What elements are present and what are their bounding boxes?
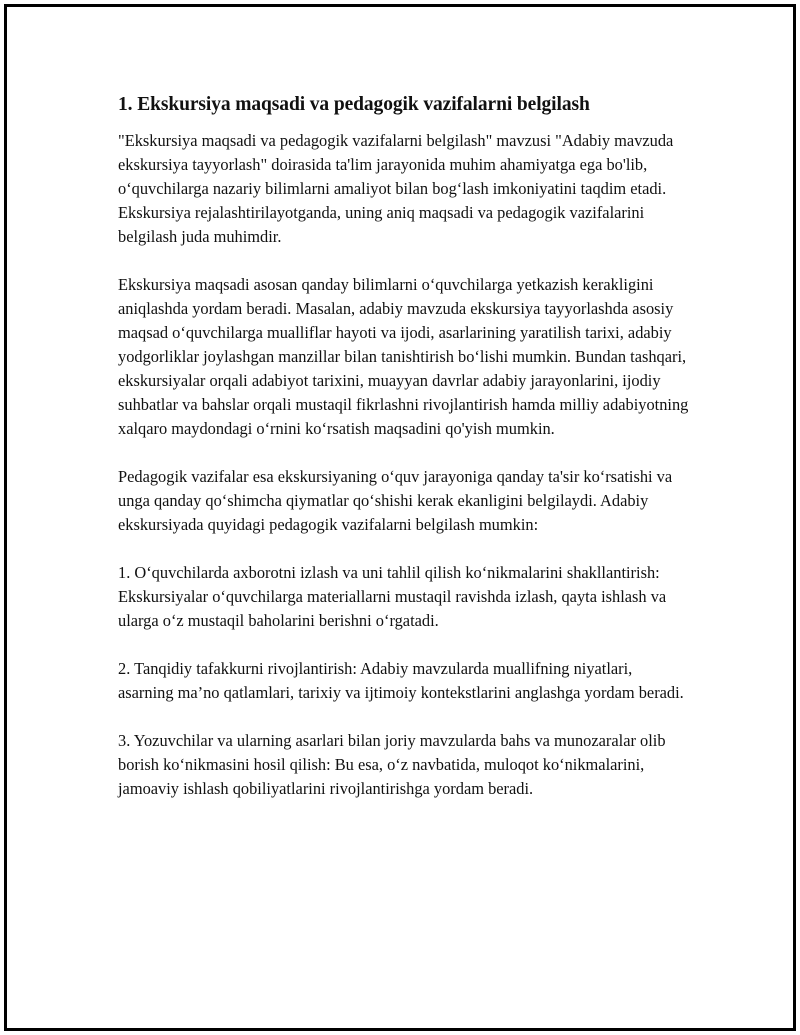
task-item-3: 3. Yozuvchilar va ularning asarlari bilan joriy mavzularda bahs va munozaralar olib borish ko‘nikmasini hosil qilish: Bu esa, o‘z navbatida, muloqot ko‘nikmalarini, jamoaviy ishlash qobiliyatlarini rivojlantirishga yordam beradi.	[118, 731, 666, 798]
goal-paragraph: Ekskursiya maqsadi asosan qanday bilimlarni o‘quvchilarga yetkazish kerakligini aniqlashda yordam beradi. Masalan, adabiy mavzuda ekskursiya tayyorlashda asosiy maqsad o‘quvchilarga mualliflar hayoti va ijodi, asarlarining yaratilish tarixi, adabiy yodgorliklar joylashgan manzillar bilan tanishtirish bo‘lishi mumkin. Bundan tashqari, ekskursiyalar orqali adabiyot tarixini, muayyan davrlar adabiy jarayonlarini, ijodiy suhbatlar va bahslar orqali mustaqil fikrlashni rivojlantirish hamda milliy adabiyotning xalqaro maydondagi o‘rnini ko‘rsatish maqsadini qo'yish mumkin.	[118, 275, 689, 438]
tasks-intro-paragraph: Pedagogik vazifalar esa ekskursiyaning o‘quv jarayoniga qanday ta'sir ko‘rsatishi va unga qanday qo‘shimcha qiymatlar qo‘shishi kerak ekanligini belgilaydi. Adabiy ekskursiyada quyidagi pedagogik vazifalarni belgilash mumkin:	[118, 467, 673, 534]
document-body	[118, 92, 690, 825]
intro-paragraph: "Ekskursiya maqsadi va pedagogik vazifalarni belgilash" mavzusi "Adabiy mavzuda ekskursiya tayyorlash" doirasida ta'lim jarayonida muhim ahamiyatga ega bo'lib, o‘quvchilarga nazariy bilimlarni amaliyot bilan bog‘lash imkoniyatini taqdim etadi. Ekskursiya rejalashtirilayotganda, uning aniq maqsadi va pedagogik vazifalarini belgilash juda muhimdir.	[118, 131, 674, 246]
section-heading: 1. Ekskursiya maqsadi va pedagogik vazifalarni belgilash	[118, 94, 590, 115]
task-item-2: 2. Tanqidiy tafakkurni rivojlantirish: Adabiy mavzularda muallifning niyatlari, asarning ma’no qatlamlari, tarixiy va ijtimoiy kontekstlarini anglashga yordam beradi.	[118, 659, 684, 702]
task-item-1: 1. O‘quvchilarda axborotni izlash va uni tahlil qilish ko‘nikmalarini shakllantirish: Ekskursiyalar o‘quvchilarga materiallarni mustaqil ravishda izlash, qayta ishlash va ularga o‘z mustaqil baholarini berishni o‘rgatadi.	[118, 563, 667, 630]
